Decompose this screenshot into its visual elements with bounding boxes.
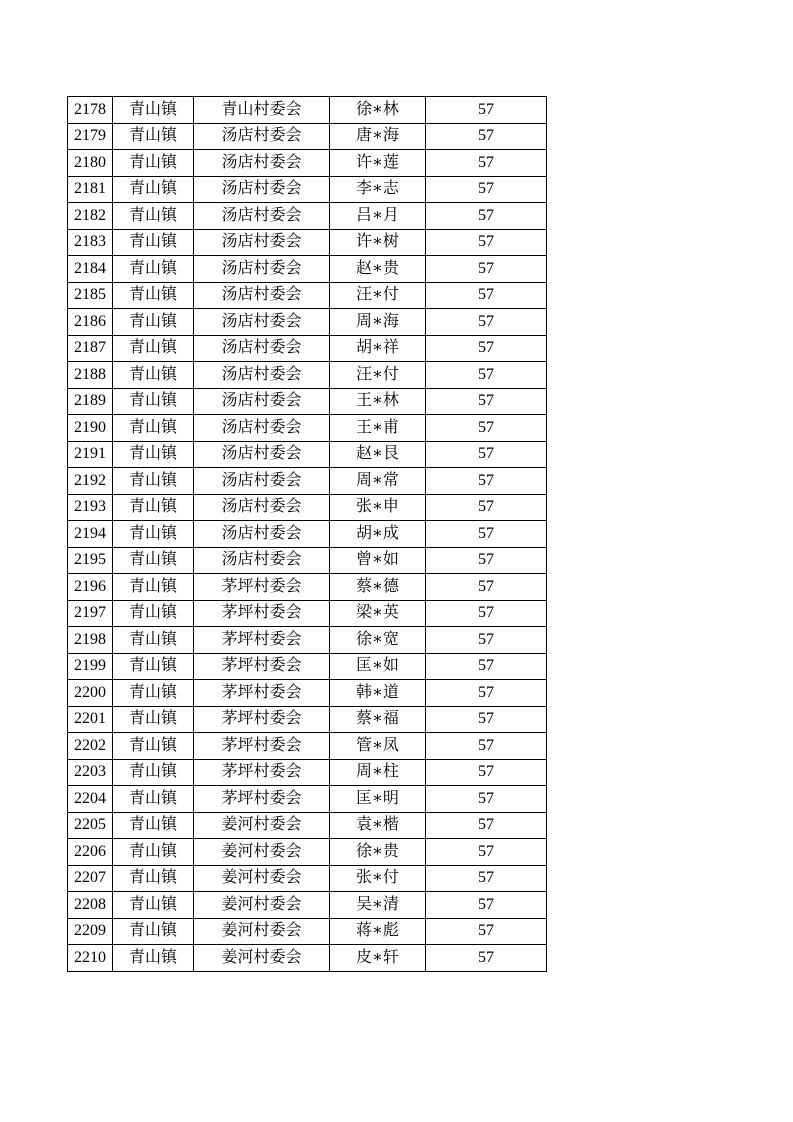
serial-cell: 2181: [68, 176, 113, 203]
value-cell: 57: [426, 309, 547, 336]
name-cell: 蔡∗福: [330, 706, 426, 733]
name-cell: 王∗林: [330, 388, 426, 415]
serial-cell: 2203: [68, 759, 113, 786]
value-cell: 57: [426, 759, 547, 786]
value-cell: 57: [426, 282, 547, 309]
serial-cell: 2200: [68, 680, 113, 707]
table-row: [68, 945, 547, 972]
name-cell: 徐∗宽: [330, 627, 426, 654]
town-cell: 青山镇: [113, 653, 194, 680]
name-cell: 赵∗贵: [330, 256, 426, 283]
town-cell: 青山镇: [113, 282, 194, 309]
village-cell: 青山村委会: [194, 97, 330, 124]
name-cell: 周∗柱: [330, 759, 426, 786]
table-row: [68, 918, 547, 945]
table-row: [68, 362, 547, 389]
name-cell: 胡∗成: [330, 521, 426, 548]
village-cell: 茅坪村委会: [194, 759, 330, 786]
town-cell: 青山镇: [113, 203, 194, 230]
serial-cell: 2185: [68, 282, 113, 309]
serial-cell: 2198: [68, 627, 113, 654]
village-cell: 姜河村委会: [194, 892, 330, 919]
village-cell: 汤店村委会: [194, 282, 330, 309]
table-row: [68, 574, 547, 601]
value-cell: 57: [426, 733, 547, 760]
value-cell: 57: [426, 150, 547, 177]
serial-cell: 2179: [68, 123, 113, 150]
village-cell: 汤店村委会: [194, 468, 330, 495]
serial-cell: 2206: [68, 839, 113, 866]
name-cell: 唐∗海: [330, 123, 426, 150]
table-body: [68, 97, 547, 972]
value-cell: 57: [426, 706, 547, 733]
table-row: [68, 839, 547, 866]
town-cell: 青山镇: [113, 892, 194, 919]
town-cell: 青山镇: [113, 123, 194, 150]
village-cell: 姜河村委会: [194, 839, 330, 866]
town-cell: 青山镇: [113, 600, 194, 627]
value-cell: 57: [426, 468, 547, 495]
name-cell: 徐∗林: [330, 97, 426, 124]
town-cell: 青山镇: [113, 574, 194, 601]
village-cell: 姜河村委会: [194, 812, 330, 839]
serial-cell: 2197: [68, 600, 113, 627]
serial-cell: 2201: [68, 706, 113, 733]
town-cell: 青山镇: [113, 176, 194, 203]
value-cell: 57: [426, 945, 547, 972]
name-cell: 张∗申: [330, 494, 426, 521]
town-cell: 青山镇: [113, 335, 194, 362]
village-cell: 茅坪村委会: [194, 574, 330, 601]
village-cell: 汤店村委会: [194, 256, 330, 283]
town-cell: 青山镇: [113, 441, 194, 468]
serial-cell: 2189: [68, 388, 113, 415]
value-cell: 57: [426, 494, 547, 521]
table-row: [68, 468, 547, 495]
village-cell: 姜河村委会: [194, 865, 330, 892]
name-cell: 蔡∗德: [330, 574, 426, 601]
table-row: [68, 150, 547, 177]
serial-cell: 2192: [68, 468, 113, 495]
table-row: [68, 547, 547, 574]
name-cell: 匡∗明: [330, 786, 426, 813]
table-row: [68, 415, 547, 442]
village-cell: 汤店村委会: [194, 415, 330, 442]
table-row: [68, 123, 547, 150]
value-cell: 57: [426, 812, 547, 839]
serial-cell: 2187: [68, 335, 113, 362]
name-cell: 徐∗贵: [330, 839, 426, 866]
name-cell: 蒋∗彪: [330, 918, 426, 945]
town-cell: 青山镇: [113, 918, 194, 945]
table-row: [68, 441, 547, 468]
village-cell: 茅坪村委会: [194, 627, 330, 654]
serial-cell: 2207: [68, 865, 113, 892]
name-cell: 王∗甫: [330, 415, 426, 442]
table-row: [68, 309, 547, 336]
value-cell: 57: [426, 176, 547, 203]
town-cell: 青山镇: [113, 362, 194, 389]
name-cell: 周∗海: [330, 309, 426, 336]
table-row: [68, 706, 547, 733]
village-cell: 汤店村委会: [194, 388, 330, 415]
table-row: [68, 203, 547, 230]
town-cell: 青山镇: [113, 706, 194, 733]
town-cell: 青山镇: [113, 521, 194, 548]
serial-cell: 2190: [68, 415, 113, 442]
name-cell: 李∗志: [330, 176, 426, 203]
value-cell: 57: [426, 786, 547, 813]
table-row: [68, 256, 547, 283]
village-cell: 汤店村委会: [194, 203, 330, 230]
village-cell: 汤店村委会: [194, 229, 330, 256]
value-cell: 57: [426, 203, 547, 230]
table-row: [68, 653, 547, 680]
table-row: [68, 521, 547, 548]
value-cell: 57: [426, 547, 547, 574]
name-cell: 汪∗付: [330, 282, 426, 309]
table-row: [68, 335, 547, 362]
serial-cell: 2191: [68, 441, 113, 468]
town-cell: 青山镇: [113, 865, 194, 892]
serial-cell: 2194: [68, 521, 113, 548]
village-cell: 汤店村委会: [194, 335, 330, 362]
town-cell: 青山镇: [113, 494, 194, 521]
value-cell: 57: [426, 627, 547, 654]
name-cell: 皮∗轩: [330, 945, 426, 972]
value-cell: 57: [426, 865, 547, 892]
serial-cell: 2184: [68, 256, 113, 283]
value-cell: 57: [426, 521, 547, 548]
serial-cell: 2196: [68, 574, 113, 601]
name-cell: 曾∗如: [330, 547, 426, 574]
village-cell: 汤店村委会: [194, 494, 330, 521]
table-row: [68, 229, 547, 256]
value-cell: 57: [426, 653, 547, 680]
town-cell: 青山镇: [113, 945, 194, 972]
table-row: [68, 786, 547, 813]
name-cell: 管∗凤: [330, 733, 426, 760]
value-cell: 57: [426, 918, 547, 945]
table-row: [68, 97, 547, 124]
table-row: [68, 759, 547, 786]
table-row: [68, 600, 547, 627]
serial-cell: 2210: [68, 945, 113, 972]
town-cell: 青山镇: [113, 388, 194, 415]
serial-cell: 2205: [68, 812, 113, 839]
village-cell: 汤店村委会: [194, 123, 330, 150]
village-cell: 汤店村委会: [194, 547, 330, 574]
village-cell: 茅坪村委会: [194, 733, 330, 760]
serial-cell: 2182: [68, 203, 113, 230]
table-row: [68, 176, 547, 203]
table-row: [68, 812, 547, 839]
name-cell: 许∗莲: [330, 150, 426, 177]
serial-cell: 2188: [68, 362, 113, 389]
value-cell: 57: [426, 839, 547, 866]
table-row: [68, 627, 547, 654]
value-cell: 57: [426, 680, 547, 707]
town-cell: 青山镇: [113, 759, 194, 786]
name-cell: 吴∗清: [330, 892, 426, 919]
table-row: [68, 892, 547, 919]
name-cell: 吕∗月: [330, 203, 426, 230]
value-cell: 57: [426, 256, 547, 283]
town-cell: 青山镇: [113, 627, 194, 654]
value-cell: 57: [426, 362, 547, 389]
value-cell: 57: [426, 574, 547, 601]
village-cell: 茅坪村委会: [194, 680, 330, 707]
value-cell: 57: [426, 229, 547, 256]
table-row: [68, 733, 547, 760]
serial-cell: 2202: [68, 733, 113, 760]
town-cell: 青山镇: [113, 415, 194, 442]
name-cell: 韩∗道: [330, 680, 426, 707]
value-cell: 57: [426, 97, 547, 124]
village-cell: 茅坪村委会: [194, 706, 330, 733]
table-row: [68, 282, 547, 309]
serial-cell: 2186: [68, 309, 113, 336]
table-row: [68, 388, 547, 415]
village-cell: 汤店村委会: [194, 309, 330, 336]
value-cell: 57: [426, 335, 547, 362]
serial-cell: 2208: [68, 892, 113, 919]
name-cell: 周∗常: [330, 468, 426, 495]
table-row: [68, 680, 547, 707]
serial-cell: 2209: [68, 918, 113, 945]
value-cell: 57: [426, 600, 547, 627]
name-cell: 胡∗祥: [330, 335, 426, 362]
village-cell: 姜河村委会: [194, 918, 330, 945]
town-cell: 青山镇: [113, 97, 194, 124]
value-cell: 57: [426, 123, 547, 150]
data-table: [67, 96, 547, 972]
serial-cell: 2199: [68, 653, 113, 680]
village-cell: 茅坪村委会: [194, 786, 330, 813]
village-cell: 茅坪村委会: [194, 653, 330, 680]
name-cell: 袁∗楷: [330, 812, 426, 839]
town-cell: 青山镇: [113, 680, 194, 707]
town-cell: 青山镇: [113, 468, 194, 495]
town-cell: 青山镇: [113, 309, 194, 336]
value-cell: 57: [426, 415, 547, 442]
town-cell: 青山镇: [113, 150, 194, 177]
town-cell: 青山镇: [113, 839, 194, 866]
name-cell: 张∗付: [330, 865, 426, 892]
serial-cell: 2178: [68, 97, 113, 124]
town-cell: 青山镇: [113, 256, 194, 283]
town-cell: 青山镇: [113, 812, 194, 839]
village-cell: 汤店村委会: [194, 150, 330, 177]
village-cell: 汤店村委会: [194, 176, 330, 203]
name-cell: 赵∗艮: [330, 441, 426, 468]
village-cell: 茅坪村委会: [194, 600, 330, 627]
serial-cell: 2204: [68, 786, 113, 813]
serial-cell: 2193: [68, 494, 113, 521]
value-cell: 57: [426, 388, 547, 415]
value-cell: 57: [426, 892, 547, 919]
serial-cell: 2183: [68, 229, 113, 256]
village-cell: 汤店村委会: [194, 362, 330, 389]
table-row: [68, 865, 547, 892]
table-row: [68, 494, 547, 521]
village-cell: 汤店村委会: [194, 441, 330, 468]
village-cell: 汤店村委会: [194, 521, 330, 548]
serial-cell: 2180: [68, 150, 113, 177]
name-cell: 匡∗如: [330, 653, 426, 680]
value-cell: 57: [426, 441, 547, 468]
town-cell: 青山镇: [113, 786, 194, 813]
town-cell: 青山镇: [113, 547, 194, 574]
town-cell: 青山镇: [113, 229, 194, 256]
name-cell: 许∗树: [330, 229, 426, 256]
serial-cell: 2195: [68, 547, 113, 574]
name-cell: 梁∗英: [330, 600, 426, 627]
name-cell: 汪∗付: [330, 362, 426, 389]
town-cell: 青山镇: [113, 733, 194, 760]
village-cell: 姜河村委会: [194, 945, 330, 972]
